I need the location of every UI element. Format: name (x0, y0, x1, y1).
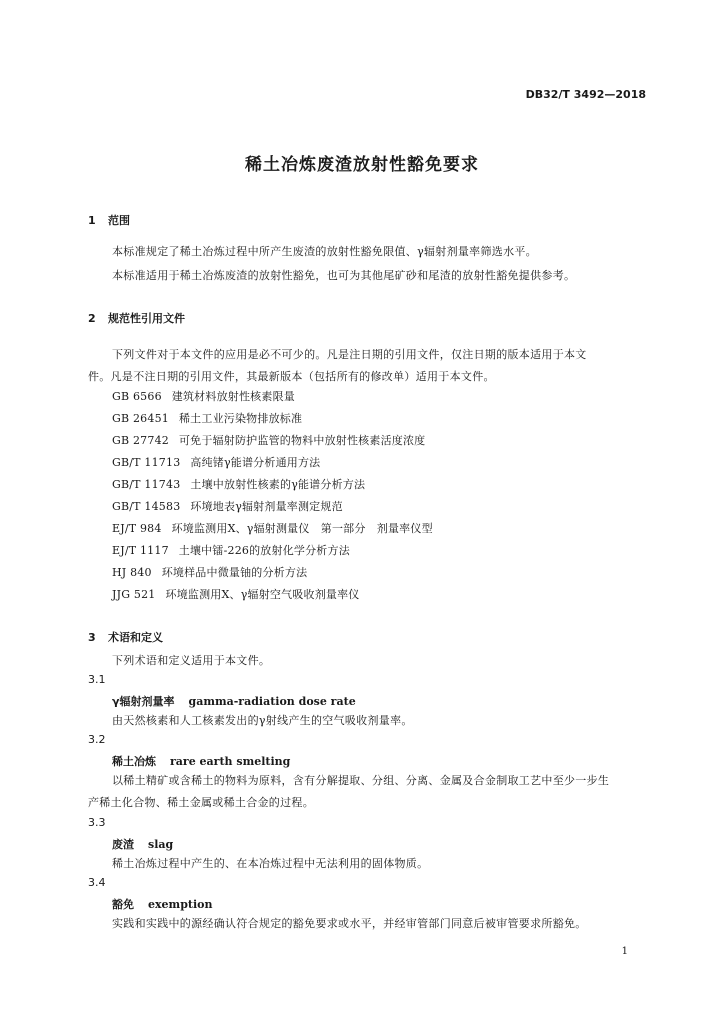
reference-code: GB 6566 (112, 390, 162, 403)
reference-title: 环境监测用X、γ辐射测量仪 第一部分 剂量率仪型 (171, 522, 433, 535)
reference-item (112, 389, 295, 405)
reference-item (112, 543, 350, 559)
term-en: slag (148, 838, 174, 851)
reference-item (112, 455, 320, 471)
reference-title: 土壤中放射性核素的γ能谱分析方法 (190, 478, 366, 491)
term-en: gamma-radiation dose rate (188, 695, 356, 708)
page-number: 1 (621, 946, 628, 957)
reference-item (112, 521, 433, 537)
term-number: 3.2 (88, 733, 106, 746)
reference-code: EJ/T 1117 (112, 544, 169, 557)
term-definition-continuation: 产稀土化合物、稀土金属或稀土合金的过程。 (88, 796, 314, 809)
section-title: 范围 (108, 214, 130, 227)
reference-code: GB 26451 (112, 412, 169, 425)
page-title: 稀土冶炼废渣放射性豁免要求 (245, 155, 479, 175)
section-number: 1 (88, 214, 96, 227)
term-heading (112, 896, 212, 912)
paragraph: 下列术语和定义适用于本文件。 (112, 654, 271, 667)
reference-code: EJ/T 984 (112, 522, 162, 535)
reference-title: 土壤中镭-226的放射化学分析方法 (178, 544, 350, 557)
section-heading-normative-references (88, 310, 185, 326)
term-en: rare earth smelting (170, 755, 291, 768)
section-heading-scope (88, 212, 130, 228)
section-title: 术语和定义 (108, 631, 163, 644)
term-definition: 实践和实践中的源经确认符合规定的豁免要求或水平，并经审管部门同意后被审管要求所豁免。 (112, 917, 587, 930)
paragraph: 本标准规定了稀土冶炼过程中所产生废渣的放射性豁免限值、γ辐射剂量率筛选水平。 (112, 245, 537, 258)
reference-item (112, 499, 343, 515)
term-definition: 稀土冶炼过程中产生的、在本冶炼过程中无法利用的固体物质。 (112, 857, 429, 870)
reference-item (112, 433, 425, 449)
term-zh: 豁免 (112, 898, 134, 911)
reference-title: 环境监测用X、γ辐射空气吸收剂量率仪 (165, 588, 360, 601)
reference-item (112, 587, 360, 603)
paragraph: 下列文件对于本文件的应用是必不可少的。凡是注日期的引用文件，仅注日期的版本适用于本文 (112, 348, 587, 361)
term-number: 3.4 (88, 876, 106, 889)
reference-code: GB 27742 (112, 434, 169, 447)
reference-title: 环境地表γ辐射剂量率测定规范 (190, 500, 343, 513)
term-zh: 废渣 (112, 838, 134, 851)
reference-item (112, 411, 302, 427)
reference-code: GB/T 14583 (112, 500, 181, 513)
section-title: 规范性引用文件 (108, 312, 185, 325)
term-zh: γ辐射剂量率 (112, 695, 175, 708)
reference-code: GB/T 11743 (112, 478, 181, 491)
reference-code: HJ 840 (112, 566, 152, 579)
term-number: 3.1 (88, 673, 106, 686)
paragraph-continuation: 件。凡是不注日期的引用文件，其最新版本（包括所有的修改单）适用于本文件。 (88, 370, 495, 383)
standard-code: DB32/T 3492—2018 (525, 88, 646, 101)
term-definition: 以稀土精矿或含稀土的物料为原料，含有分解提取、分组、分离、金属及合金制取工艺中至少一步生 (112, 774, 610, 787)
term-heading (112, 753, 290, 769)
term-heading (112, 693, 356, 709)
section-heading-terms-and-definitions (88, 629, 163, 645)
term-definition: 由天然核素和人工核素发出的γ射线产生的空气吸收剂量率。 (112, 714, 413, 727)
term-number: 3.3 (88, 816, 106, 829)
section-number: 3 (88, 631, 96, 644)
reference-title: 稀土工业污染物排放标准 (178, 412, 303, 425)
paragraph: 本标准适用于稀土冶炼废渣的放射性豁免，也可为其他尾矿砂和尾渣的放射性豁免提供参考。 (112, 269, 576, 282)
reference-code: GB/T 11713 (112, 456, 181, 469)
reference-item (112, 477, 365, 493)
reference-title: 可免于辐射防护监管的物料中放射性核素活度浓度 (178, 434, 426, 447)
reference-item (112, 565, 307, 581)
term-zh: 稀土冶炼 (112, 755, 156, 768)
reference-title: 环境样品中微量铀的分析方法 (161, 566, 308, 579)
term-heading (112, 836, 173, 852)
section-number: 2 (88, 312, 96, 325)
term-en: exemption (148, 898, 213, 911)
reference-title: 高纯锗γ能谱分析通用方法 (190, 456, 321, 469)
reference-title: 建筑材料放射性核素限量 (171, 390, 295, 403)
reference-code: JJG 521 (112, 588, 156, 601)
